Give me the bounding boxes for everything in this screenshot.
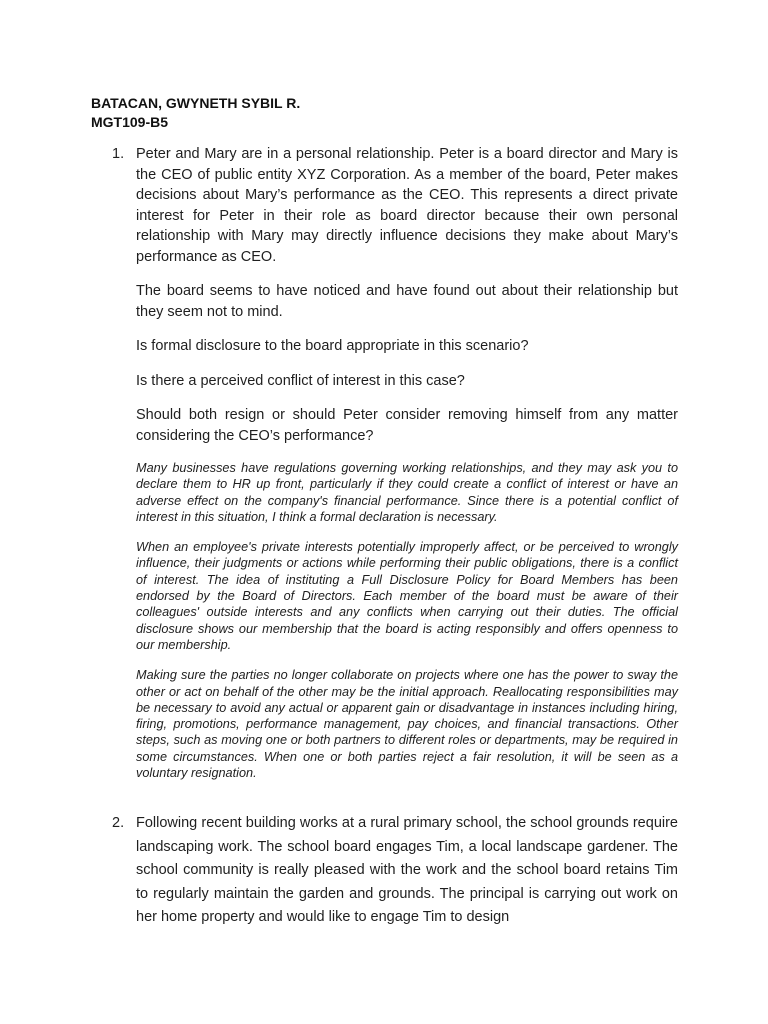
question-number: 1. bbox=[112, 146, 125, 162]
question-body bbox=[136, 812, 678, 930]
question-number: 2. bbox=[112, 815, 125, 831]
question-paragraph: Is there a perceived conflict of interest in this case? bbox=[136, 372, 465, 389]
student-name: BATACAN, GWYNETH SYBIL R. bbox=[91, 95, 301, 111]
question-body bbox=[136, 144, 678, 781]
answer-paragraph: Making sure the parties no longer collaborate on projects where one has the power to sway the other or act on behalf of the other may be the initial approach. Reallocating responsibilities may be necessary to avoid any actual or apparent gain or disadvantage in instances including hiring, firing, promotions, performance management, pay choices, and financial transactions. Other steps, such as moving one or both partners to different roles or departments, may be required in some circumstances. When one or both parties reject a fair resolution, it will be seen as a voluntary resignation. bbox=[136, 668, 678, 781]
question-paragraph: The board seems to have noticed and have found out about their relationship but they seem not to mind. bbox=[136, 283, 678, 320]
question-paragraph: Following recent building works at a rural primary school, the school grounds require landscaping work. The school board engages Tim, a local landscape gardener. The school community is really pleased with the work and the school board retains Tim to regularly maintain the garden and grounds. The principal is carrying out work on her home property and would like to engage Tim to design bbox=[136, 815, 678, 925]
course-code: MGT109-B5 bbox=[91, 114, 169, 130]
answer-paragraph: Many businesses have regulations governing working relationships, and they may ask you to declare them to HR up front, particularly if they could create a conflict of interest or have an adverse effect on the company's financial performance. Since there is a potential conflict of interest in this situation, I think a formal declaration is necessary. bbox=[136, 461, 678, 524]
question-paragraph: Peter and Mary are in a personal relationship. Peter is a board director and Mary is the CEO of public entity XYZ Corporation. As a member of the board, Peter makes decisions about Mary’s performance as the CEO. This represents a direct private interest for Peter in their role as board director because their own personal relationship with Mary may directly influence decisions they make about Mary’s performance as CEO. bbox=[136, 146, 678, 265]
question-paragraph: Is formal disclosure to the board appropriate in this scenario? bbox=[136, 338, 529, 354]
document-header bbox=[91, 94, 300, 132]
answer-paragraph: When an employee's private interests potentially improperly affect, or be perceived to wrongly influence, their judgments or actions while performing their public obligations, there is a conflict of interest. The idea of instituting a Full Disclosure Policy for Board Members has been endorsed by the Board of Directors. Each member of the board must be aware of their colleagues' outside interests and any conflicts when carrying out their duties. The official disclosure shows our membership that the board is acting responsibly and offers openness to our membership. bbox=[136, 540, 678, 652]
question-paragraph: Should both resign or should Peter consider removing himself from any matter considering the CEO’s performance? bbox=[136, 407, 678, 444]
